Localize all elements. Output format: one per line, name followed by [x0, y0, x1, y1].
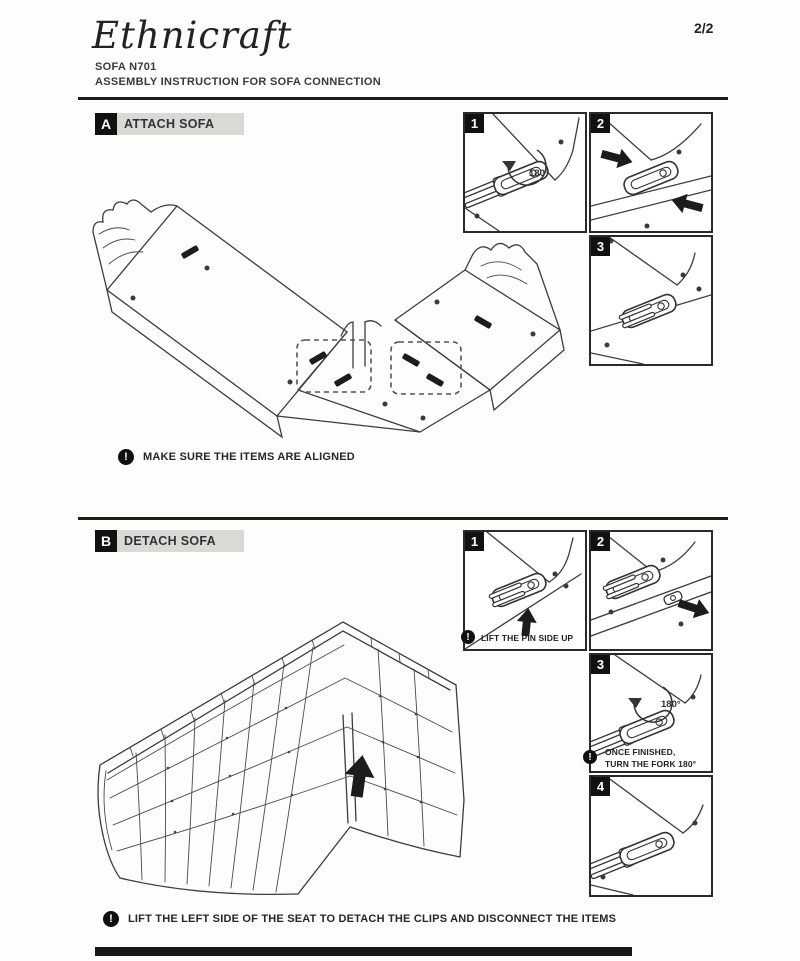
section-title: DETACH SOFA: [117, 530, 244, 552]
alert-note-detach: [103, 911, 616, 927]
turn-angle-label: 180°: [529, 168, 549, 179]
step-caption-line2: TURN THE FORK 180°: [605, 759, 697, 769]
section-b-header: [95, 530, 244, 552]
product-name: SOFA N701: [95, 61, 157, 73]
alert-note-text: LIFT THE LEFT SIDE OF THE SEAT TO DETACH THE CLIPS AND DISCONNECT THE ITEMS: [128, 913, 617, 925]
step-number-badge: 4: [591, 777, 610, 796]
alert-icon: !: [461, 630, 475, 644]
step-caption: LIFT THE PIN SIDE UP: [481, 633, 574, 643]
alert-note-text: MAKE SURE THE ITEMS ARE ALIGNED: [143, 451, 355, 463]
alert-note-attach: [118, 449, 355, 465]
step-number-badge: 3: [591, 237, 610, 256]
step-number-badge: 2: [591, 532, 610, 551]
alert-icon: !: [583, 750, 597, 764]
step-panel-b4: [589, 775, 713, 897]
step-panel-a2: [589, 112, 713, 233]
step-number-badge: 2: [591, 114, 610, 133]
step-number-badge: 1: [465, 532, 484, 551]
step-panel-b2: [589, 530, 713, 651]
step-number-badge: 1: [465, 114, 484, 133]
page-number: 2/2: [694, 20, 714, 36]
step-number-badge: 3: [591, 655, 610, 674]
step-panel-a3: [589, 235, 713, 366]
header-divider: [78, 97, 728, 100]
step-panel-a1: [463, 112, 587, 233]
section-divider: [78, 517, 728, 520]
step-caption-line1: ONCE FINISHED,: [605, 747, 676, 757]
step-panel-b3: [589, 653, 713, 773]
section-letter-badge: A: [95, 113, 117, 135]
footer-bar: [95, 947, 632, 956]
step-a3-illustration: [591, 237, 711, 364]
document-subtitle: ASSEMBLY INSTRUCTION FOR SOFA CONNECTION: [95, 76, 382, 88]
turn-angle-label: 180°: [661, 699, 681, 710]
alert-icon: !: [103, 911, 119, 927]
section-title: ATTACH SOFA: [117, 113, 244, 135]
step-panel-b1: [463, 530, 587, 651]
section-letter-badge: B: [95, 530, 117, 552]
brand-logo: Ethnicraft: [92, 14, 293, 57]
sofa-assembled-illustration: [90, 595, 470, 905]
alert-icon: !: [118, 449, 134, 465]
section-a-header: [95, 113, 244, 135]
